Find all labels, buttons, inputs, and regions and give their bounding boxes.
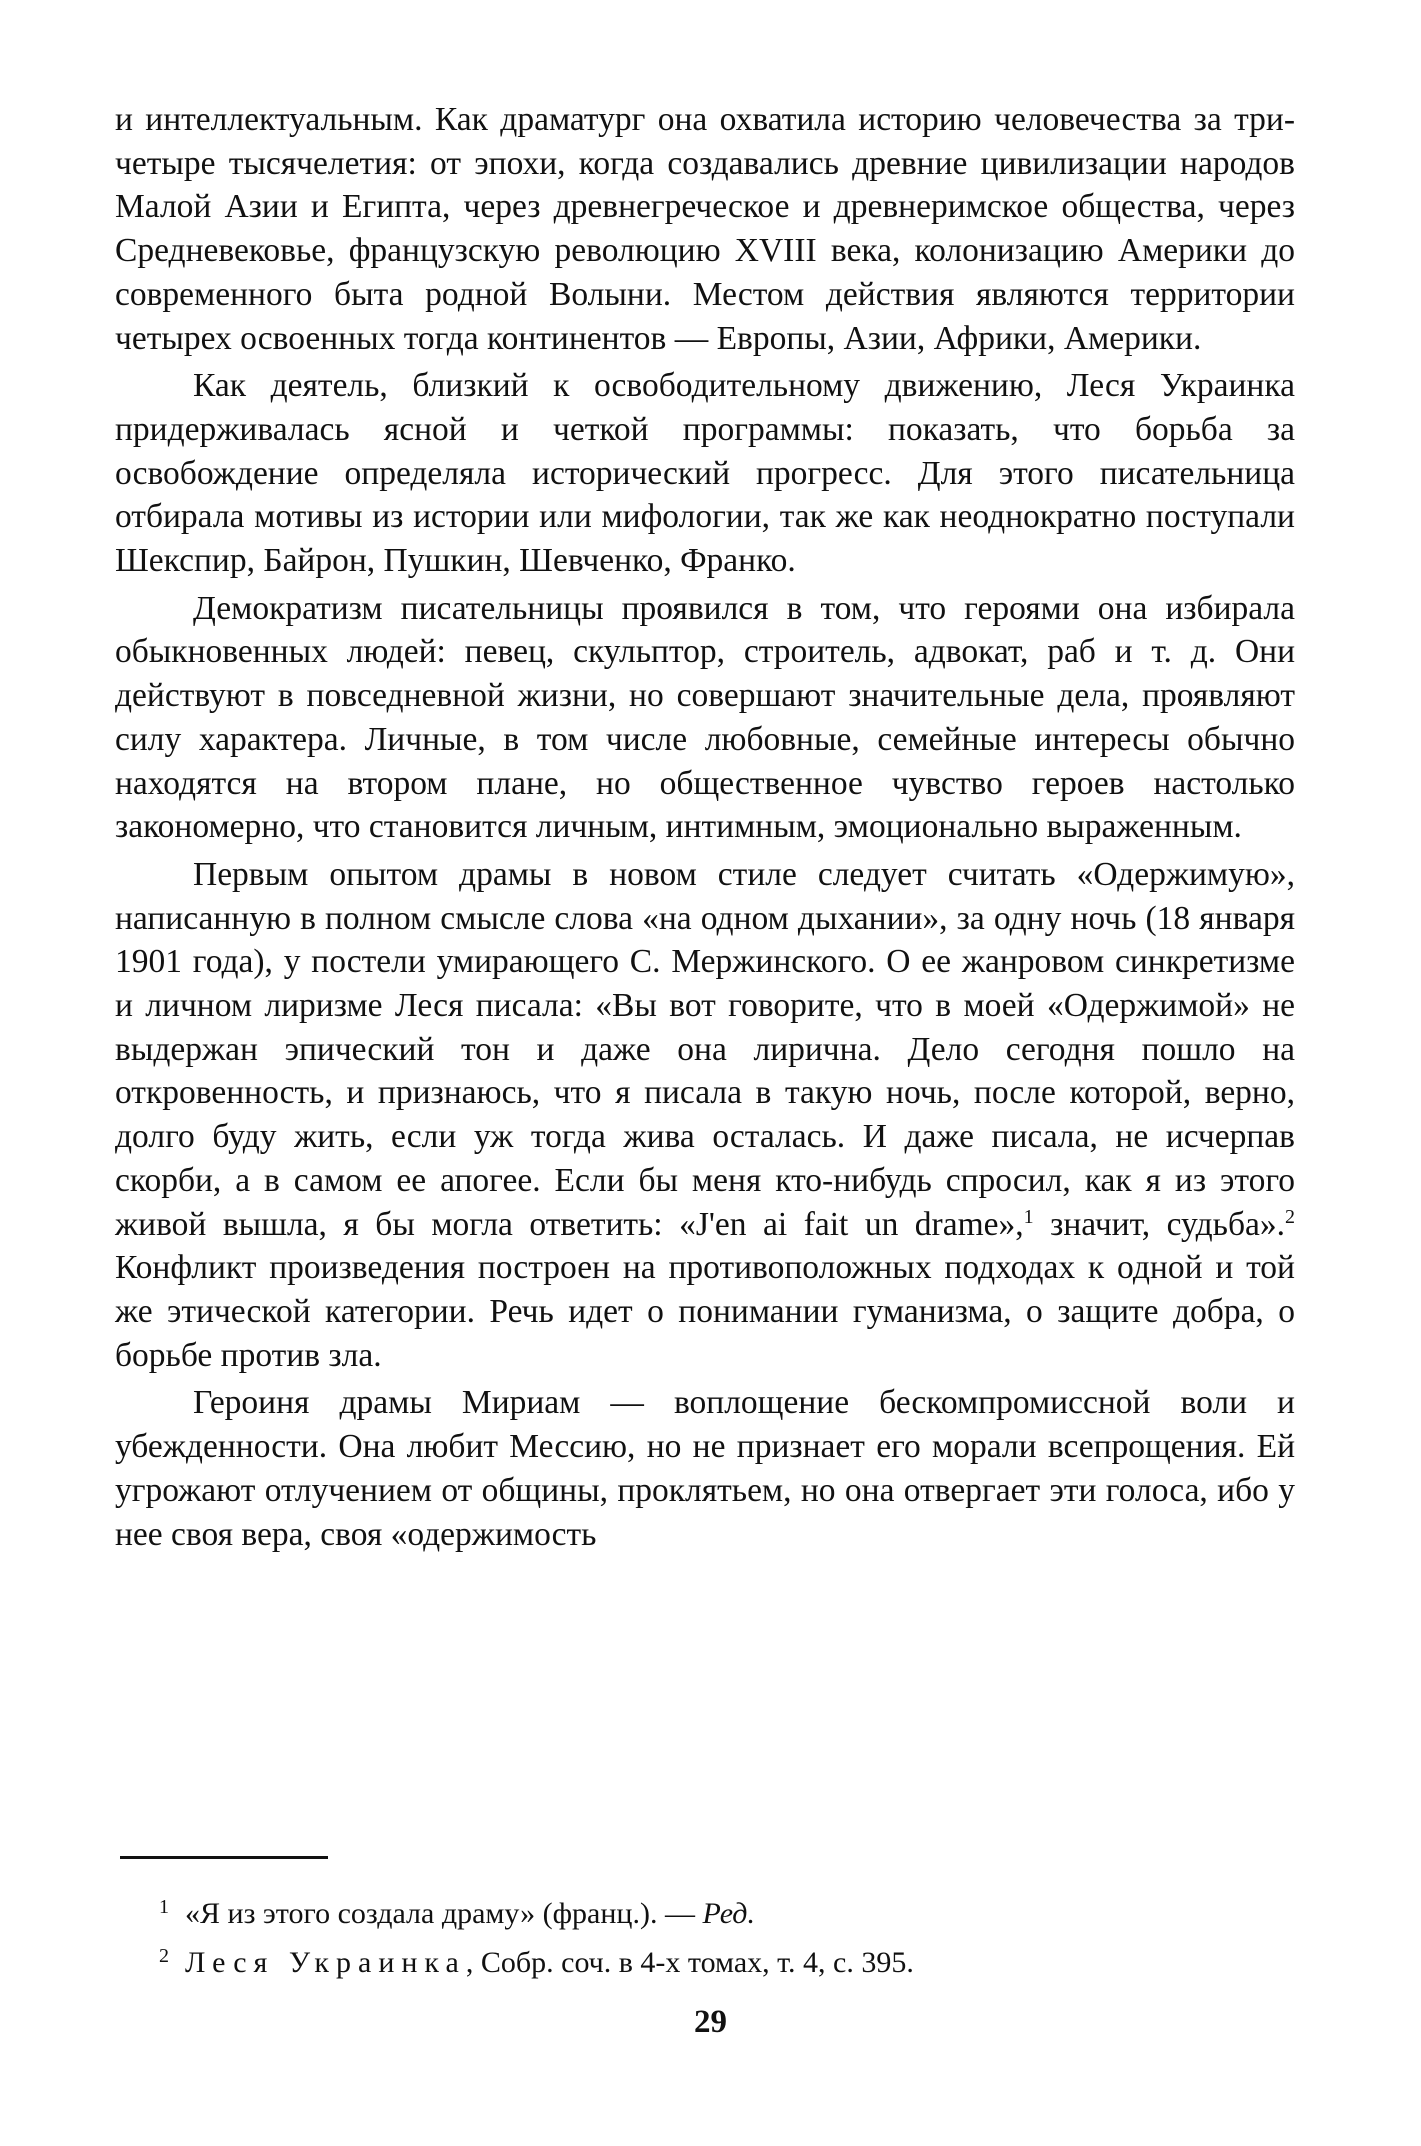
footnotes: [159, 1886, 1285, 1984]
paragraph-1: и интеллектуальным. Как драматург она охватила историю человечества за три-четыре тысячелетия: от эпохи, когда создавались древние цивилизации народов Малой Азии и Египта, через древнегреческое и древнеримское общества, через Средневековье, французскую революцию XVIII века, колонизацию Америки до современного быта родной Волыни. Местом действия являются территории четырех освоенных тогда континентов — Европы, Азии, Африки, Америки.: [115, 101, 1295, 357]
footnote-text: «Я из этого создала драму» (франц.). —: [185, 1897, 703, 1930]
paragraph-2: Как деятель, близкий к освободительному движению, Леся Украинка придерживалась ясной и четкой программы: показать, что борьба за освобождение определяла исторический прогресс. Для этого писательница отбирала мотивы из истории или мифологии, так же как неоднократно поступали Шекспир, Байрон, Пушкин, Шевченко, Франко.: [115, 367, 1295, 580]
paragraph-5: Героиня драмы Мириам — воплощение бескомпромиссной воли и убежденности. Она любит Мессию, но не признает его морали всепрощения. Ей угрожают отлучением от общины, проклятьем, но она отвергает эти голоса, ибо у нее своя вера, своя «одержимость: [115, 1384, 1295, 1553]
footnote-number: 2: [159, 1945, 169, 1967]
paragraph-4-text-a: Первым опытом драмы в новом стиле следует считать «Одержимую», написанную в полном смысле слова «на одном дыхании», за одну ночь (18 января 1901 года), у постели умирающего С. Мержинского. О ее жанровом синкретизме и личном лиризме Леся писала: «Вы вот говорите, что в моей «Одержимой» не выдержан эпический тон и даже она лирична. Дело сегодня пошло на откровенность, и признаюсь, что я писала в такую ночь, после которой, верно, долго буду жить, если уж тогда жива осталась. И даже писала, не исчерпав скорби, а в самом ее апогее. Если бы меня кто-нибудь спросил, как я из этого живой вышла, я бы могла ответить: «J'en ai fait un drame»,: [115, 855, 1295, 1243]
footnote-editor-mark: Ред.: [702, 1897, 755, 1930]
footnote-number: 1: [159, 1896, 169, 1918]
paragraph-3: Демократизм писательницы проявился в том, что героями она избирала обыкновенных людей: певец, скульптор, строитель, адвокат, раб и т. д. Они действуют в повседневной жизни, но совершают значительные дела, проявляют силу характера. Личные, в том числе любовные, семейные интересы обычно находятся на втором плане, но общественное чувство героев настолько закономерно, что становится личным, интимным, эмоционально выраженным.: [115, 589, 1295, 846]
footnote-2: [159, 1935, 1285, 1984]
footnote-text: , Собр. соч. в 4-х томах, т. 4, с. 395.: [465, 1946, 914, 1979]
page-number: 29: [694, 2004, 727, 2040]
footnote-author: Леся Украинка: [185, 1946, 466, 1979]
paragraph-4-text-b: значит, судьба».: [1033, 1205, 1285, 1243]
paragraph-4-text-c: Конфликт произведения построен на противоположных подходах к одной и той же этической категории. Речь идет о понимании гуманизма, о защите добра, о борьбе против зла.: [115, 1249, 1295, 1374]
footnote-1: [159, 1886, 1285, 1935]
footnote-divider: [120, 1856, 328, 1859]
paragraph-4: [115, 853, 1295, 1377]
footnote-ref-2: 2: [1285, 1205, 1295, 1228]
footnote-ref-1: 1: [1023, 1205, 1034, 1228]
page-body: [115, 98, 1295, 1556]
